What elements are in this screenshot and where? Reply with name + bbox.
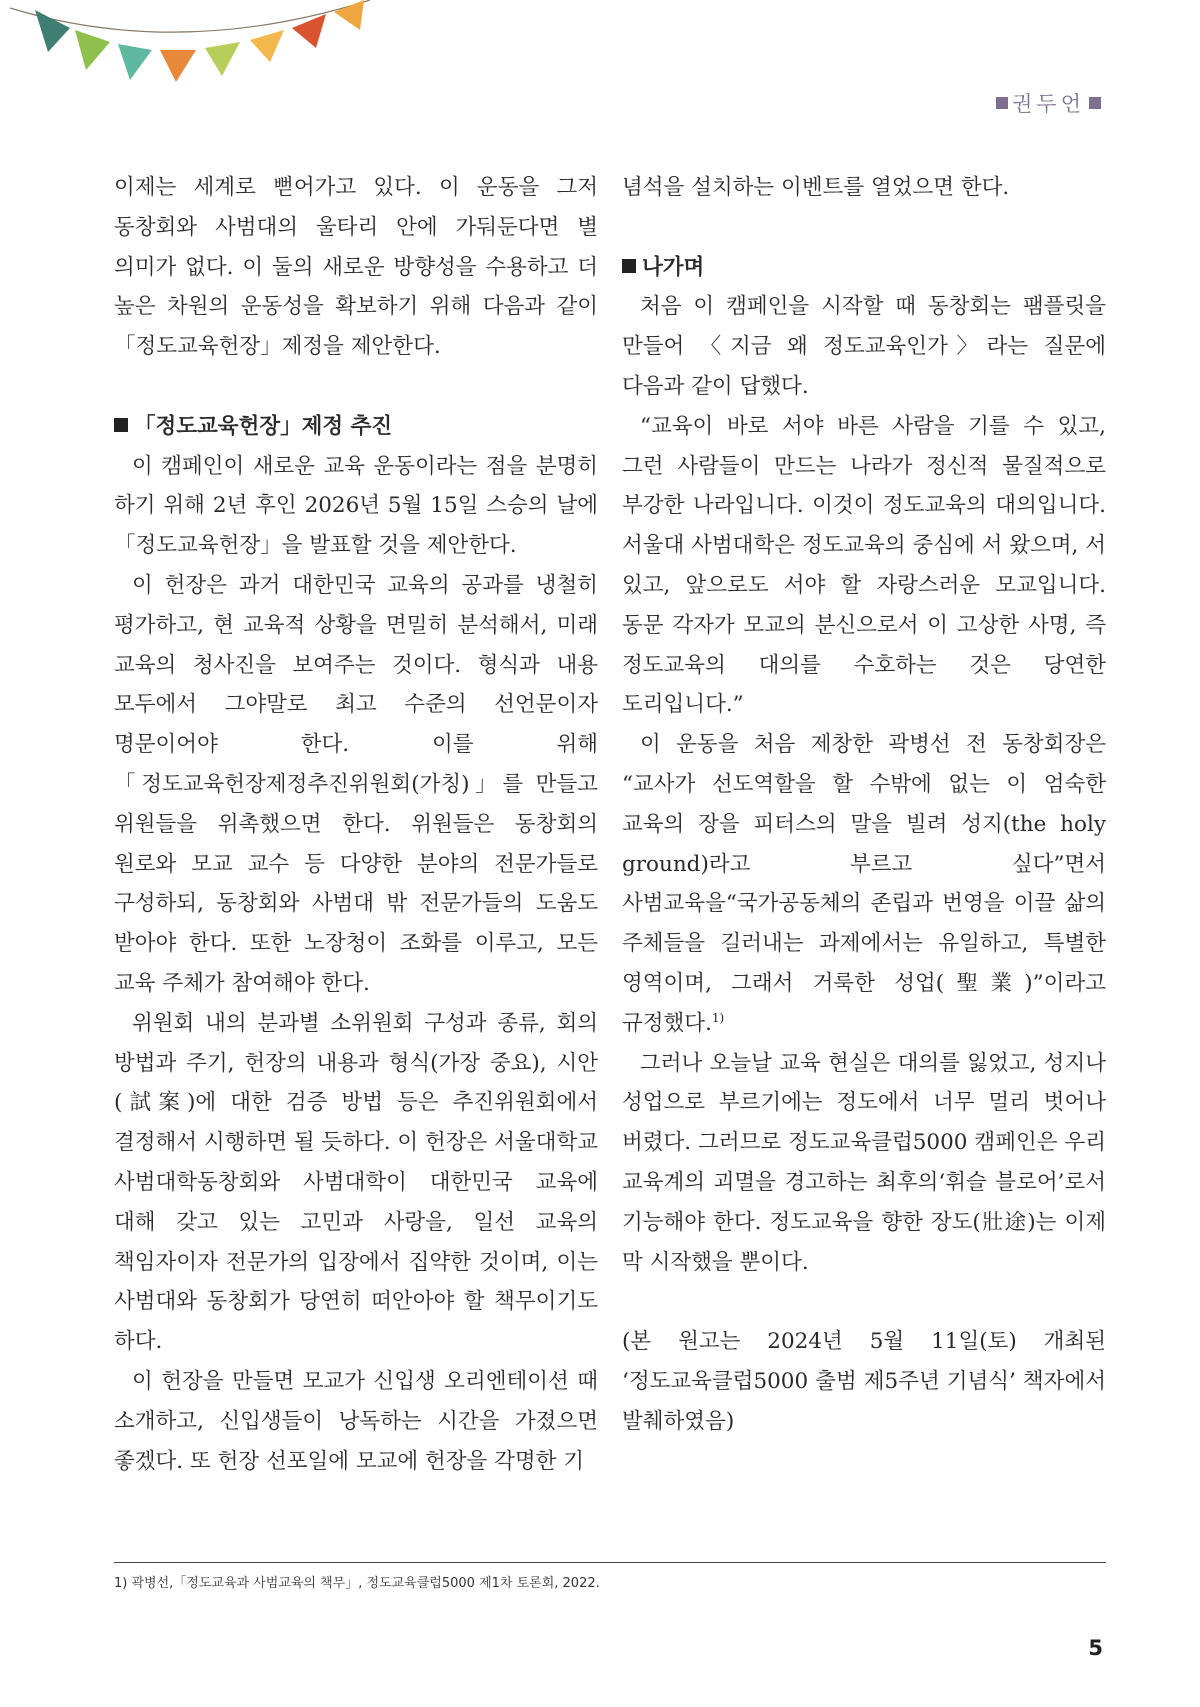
paragraph: 이 헌장을 만들면 모교가 신입생 오리엔테이션 때 소개하고, 신입생들이 낭독하는 시간을 가졌으면 좋겠다. 또 헌장 선포일에 모교에 헌장을 각명한 기 xyxy=(114,1368,598,1474)
paragraph: 이 헌장은 과거 대한민국 교육의 공과를 냉철히 평가하고, 현 교육적 상황을 면밀히 분석해서, 미래 교육의 청사진을 보여주는 것이다. 형식과 내용 모두에서 그야말로 최고 수준의 선언문이자 명문이어야 한다. 이를 위해「정도교육헌장제정추진위원회(가칭)」를 만들고 위원들을 위촉했으면 한다. 위원들은 동창회의 원로와 모교 교수 등 다양한 분야의 전문가들로 구성하되, 동창회와 사범대 밖 전문가들의 도움도 받아야 한다. 또한 노장청이 조화를 이루고, 모든 교육 주체가 참여해야 한다. xyxy=(114,572,598,996)
paragraph: 위원회 내의 분과별 소위원회 구성과 종류, 회의 방법과 주기, 헌장의 내용과 형식(가장 중요), 시안(試案)에 대한 검증 방법 등은 추진위원회에서 결정해서 시행하면 될 듯하다. 이 헌장은 서울대학교 사범대학동창회와 사범대학이 대한민국 교육에 대해 갖고 있는 고민과 사랑을, 일선 교육의 책임자이자 전문가의 입장에서 집약한 것이며, 이는 사범대와 동창회가 당연히 떠안아야 할 책무이기도 하다. xyxy=(114,1010,598,1355)
paragraph: 이 운동을 처음 제창한 곽병선 전 동창회장은 “교사가 선도역할을 할 수밖에 없는 이 엄숙한 교육의 장을 피터스의 말을 빌려 성지(the holy ground)라고 부르고 싶다”면서 사범교육을“국가공동체의 존립과 번영을 이끌 삶의 주체들을 길러내는 과제에서는 유일하고, 특별한 영역이며, 그래서 거룩한 성업(聖業)”이라고 규정했다.$^{1)}$ xyxy=(622,732,1106,1036)
footnote-divider xyxy=(114,1562,1106,1563)
source-note: (본 원고는 2024년 5월 11일(토) 개최된 ‘정도교육클럽5000 출범 제5주년 기념식’ 책자에서 발췌하였음) xyxy=(622,1329,1106,1434)
paragraph: “교육이 바로 서야 바른 사람을 기를 수 있고, 그런 사람들이 만드는 나라가 정신적 물질적으로 부강한 나라입니다. 이것이 정도교육의 대의입니다. 서울대 사범대학은 정도교육의 중심에 서 왔으며, 서 있고, 앞으로도 서야 할 자랑스러운 모교입니다. 동문 각자가 모교의 분신으로서 이 고상한 사명, 즉 정도교육의 대의를 수호하는 것은 당연한 도리입니다.” xyxy=(622,413,1106,718)
footnote-mark: 1) xyxy=(711,1010,725,1025)
left-column xyxy=(114,168,598,1481)
square-bullet-icon xyxy=(996,97,1008,109)
footnote: 1) 곽병선,「정도교육과 사범교육의 책무」, 정도교육클럽5000 제1차 토론회, 2022. xyxy=(114,1576,600,1591)
section-heading: 나가며 xyxy=(622,248,1106,288)
author-name: 권두언 xyxy=(1012,92,1085,116)
square-bullet-icon xyxy=(1089,97,1101,109)
page-number: 5 xyxy=(1088,1636,1103,1660)
author-header xyxy=(992,88,1105,118)
paragraph: 이제는 세계로 뻗어가고 있다. 이 운동을 그저 동창회와 사범대의 울타리 안에 가둬둔다면 별 의미가 없다. 이 둘의 새로운 방향성을 수용하고 더 높은 차원의 운동성을 확보하기 위해 다음과 같이「정도교육헌장」제정을 제안한다. xyxy=(114,175,598,360)
square-bullet-icon xyxy=(114,418,128,432)
bunting-flags-icon xyxy=(0,0,380,110)
square-bullet-icon xyxy=(622,259,636,273)
paragraph: 이 캠페인이 새로운 교육 운동이라는 점을 분명히 하기 위해 2년 후인 2026년 5월 15일 스승의 날에 「정도교육헌장」을 발표할 것을 제안한다. xyxy=(114,453,598,559)
paragraph: 그러나 오늘날 교육 현실은 대의를 잃었고, 성지나 성업으로 부르기에는 정도에서 너무 멀리 벗어나 버렸다. 그러므로 정도교육클럽5000 캠페인은 우리 교육계의 괴멸을 경고하는 최후의‘휘슬 블로어’로서 기능해야 한다. 정도교육을 향한 장도(壯途)는 이제 막 시작했을 뿐이다. xyxy=(622,1050,1106,1275)
right-column xyxy=(622,168,1106,1442)
section-heading: 「정도교육헌장」제정 추진 xyxy=(114,407,598,447)
paragraph: 처음 이 캠페인을 시작할 때 동창회는 팸플릿을 만들어 〈지금 왜 정도교육인가〉라는 질문에 다음과 같이 답했다. xyxy=(622,294,1106,399)
paragraph: 념석을 설치하는 이벤트를 열었으면 한다. xyxy=(622,175,1010,200)
